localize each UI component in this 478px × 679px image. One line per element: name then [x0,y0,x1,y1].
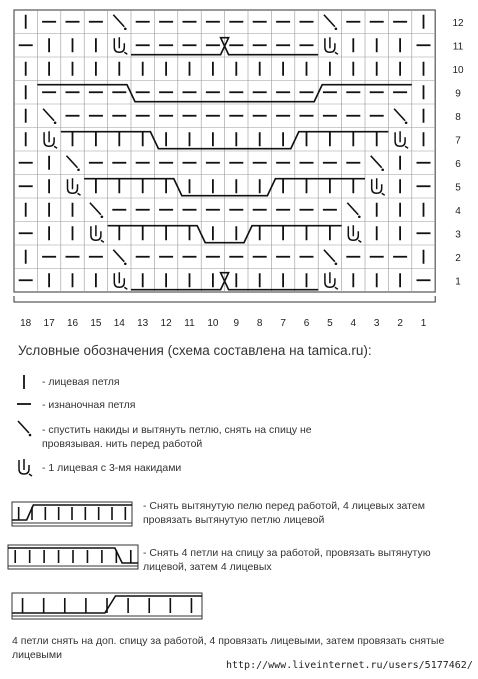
yo3-stitch-icon [325,37,338,54]
row-numbers [452,18,464,288]
cable3-legend-icon [12,593,202,619]
legend-drop-text: - спустить накиды и вытянуть петлю, снять на спицу не провязывая. нить перед работой [42,424,312,450]
column-number-label: 14 [113,318,125,329]
column-bracket [14,296,435,302]
drop-stitch-icon [43,109,56,124]
legend-yo3-icon [19,459,32,476]
row-number-label: 12 [452,17,464,29]
yo3-stitch-icon [68,178,81,195]
cable2-legend-icon [8,545,138,569]
column-number-label: 10 [207,318,219,329]
row-number-label: 4 [455,205,461,217]
cable1-legend-icon [12,502,132,526]
row-number-label: 3 [455,229,461,241]
drop-stitch-icon [324,15,337,30]
legend-yo3-text: - 1 лицевая с 3-мя накидами [42,462,182,474]
yo3-stitch-icon [325,272,338,289]
yo3-stitch-icon [114,272,127,289]
row-number-label: 10 [452,64,464,76]
column-number-label: 6 [303,318,310,329]
column-number-label: 15 [90,318,102,329]
row-number-label: 6 [455,158,461,170]
column-number-label: 9 [233,318,240,329]
column-number-label: 17 [43,318,55,329]
yo3-stitch-icon [348,225,361,242]
yo3-stitch-icon [395,131,408,148]
chart-grid [14,10,435,292]
legend-knit-text: - лицевая петля [42,376,120,388]
yo3-stitch-icon [372,178,385,195]
drop-stitch-icon [324,250,337,265]
legend-cable2-text: - Снять 4 петли на спицу за работой, провязать вытянутую лицевой, затем 4 лицевых [143,547,431,573]
column-number-label: 12 [160,318,172,329]
drop-stitch-icon [67,156,80,171]
drop-stitch-icon [394,109,407,124]
column-number-label: 16 [66,318,79,329]
row-number-label: 11 [452,41,464,53]
legend-title: Условные обозначения (схема составлена на tamica.ru): [18,343,372,358]
legend-purl-text: - изнаночная петля [42,399,136,411]
row-number-label: 2 [455,252,461,264]
drop-stitch-icon [113,250,126,265]
legend-cable1-text: - Снять вытянутую пелю перед работой, 4 лицевых затем провязать вытянутую петлю лицевой [143,500,425,526]
yo3-stitch-icon [91,225,104,242]
drop-stitch-icon [371,156,384,171]
watermark-url: http://www.liveinternet.ru/users/5177462/ [226,660,473,671]
drop-stitch-icon [90,203,103,218]
row-number-label: 5 [455,182,461,194]
column-number-label: 5 [327,318,333,329]
row-number-label: 9 [455,88,461,100]
row-number-label: 8 [455,111,461,123]
column-number-label: 11 [184,318,195,329]
drop-stitch-icon [347,203,360,218]
column-number-label: 7 [280,318,286,329]
legend-drop-icon [18,421,31,436]
column-number-label: 8 [256,318,263,329]
yo3-stitch-icon [44,131,57,148]
column-number-label: 13 [137,318,149,329]
yo3-stitch-icon [114,37,127,54]
row-number-label: 1 [455,276,461,288]
column-number-label: 2 [397,318,403,329]
column-number-label: 1 [420,318,427,329]
column-number-label: 4 [350,318,357,329]
column-number-label: 18 [20,318,32,329]
drop-stitch-icon [113,15,126,30]
row-number-label: 7 [455,135,461,147]
column-number-label: 3 [373,318,380,329]
column-numbers [14,296,435,329]
legend-cable3-text: 4 петли снять на доп. спицу за работой, 4 провязать лицевыми, затем провязать снятые лицевыми [12,635,445,661]
